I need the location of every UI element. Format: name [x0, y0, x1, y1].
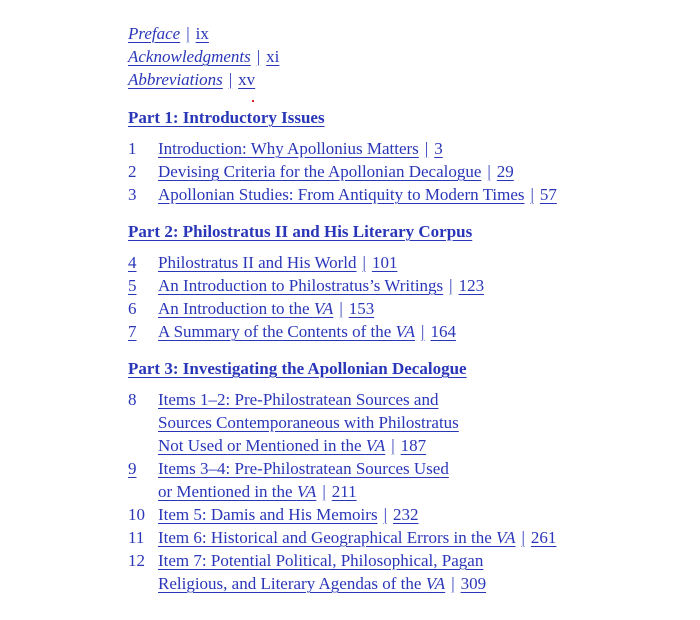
front-matter-item-acknowledgments[interactable] [128, 45, 688, 68]
chapter-number: 9 [128, 459, 137, 478]
chapter-link[interactable] [158, 459, 449, 478]
chapter-link[interactable] [158, 505, 418, 524]
part-3-link[interactable]: Part 3: Investigating the Apollonian Decalogue [128, 359, 467, 378]
chapter-link[interactable] [158, 390, 438, 409]
page-number: 261 [530, 528, 557, 547]
chapter-title-line [158, 526, 688, 549]
chapter-item[interactable] [128, 160, 688, 183]
page-number: 29 [496, 162, 514, 181]
chapter-title-line [158, 480, 688, 503]
page-number: ix [195, 24, 209, 43]
preface-link[interactable] [128, 24, 209, 43]
chapter-link[interactable] [158, 139, 443, 158]
front-matter-title: Acknowledgments [128, 47, 251, 66]
chapter-title-line [158, 572, 688, 595]
page-number: 57 [539, 185, 557, 204]
page-number: 187 [400, 436, 427, 455]
chapter-link[interactable] [158, 413, 459, 432]
chapter-item[interactable] [128, 297, 688, 320]
separator: | [530, 185, 534, 204]
chapter-title-text: Items 1–2: Pre-Philostratean Sources and [158, 390, 439, 409]
chapter-title-line [158, 251, 688, 274]
separator: | [256, 47, 261, 66]
chapter-item[interactable] [128, 549, 688, 595]
chapter-title-line [158, 297, 688, 320]
chapter-item[interactable] [128, 320, 688, 343]
chapter-item[interactable] [128, 503, 688, 526]
separator: | [322, 482, 326, 501]
work-abbreviation: VA [395, 322, 416, 341]
work-abbreviation: VA [496, 528, 516, 547]
front-matter-title: Preface [128, 24, 181, 43]
separator: | [424, 139, 429, 158]
chapter-number: 12 [128, 551, 145, 570]
chapter-title-line [158, 160, 688, 183]
chapter-title-line [158, 320, 688, 343]
chapter-link[interactable] [158, 436, 426, 455]
separator: | [186, 24, 190, 43]
chapter-item[interactable] [128, 457, 688, 503]
part-2-link[interactable]: Part 2: Philostratus II and His Literary Corpus [128, 222, 473, 241]
chapter-title-text: Religious, and Literary Agendas of the [158, 574, 426, 593]
separator: | [391, 436, 395, 455]
separator: | [383, 505, 387, 524]
chapter-body [158, 526, 688, 549]
chapter-number: 8 [128, 390, 137, 409]
chapter-body [158, 183, 688, 206]
page-number: 3 [434, 139, 443, 158]
part-heading-1[interactable] [128, 106, 688, 129]
chapter-item[interactable] [128, 251, 688, 274]
front-matter [128, 22, 688, 91]
chapter-item[interactable] [128, 526, 688, 549]
separator: | [521, 528, 525, 547]
chapter-title-line [158, 411, 688, 434]
page-number: 164 [430, 322, 456, 341]
separator: | [362, 253, 366, 272]
chapter-title-text: Apollonian Studies: From Antiquity to Modern Times [158, 185, 525, 204]
chapter-title-line [158, 434, 688, 457]
chapter-title-text: A Summary of the Contents of the [158, 322, 396, 341]
chapter-title-text: or Mentioned in the [158, 482, 297, 501]
chapter-number: 4 [128, 253, 137, 272]
chapter-title-line [158, 503, 688, 526]
chapter-body [158, 320, 688, 343]
red-mark [252, 100, 254, 102]
part-heading-3[interactable] [128, 357, 688, 380]
separator: | [487, 162, 491, 181]
page-number: 309 [460, 574, 487, 593]
chapter-title-text: An Introduction to Philostratus’s Writings [158, 276, 444, 295]
chapter-body [158, 137, 688, 160]
work-abbreviation: VA [313, 299, 334, 318]
separator: | [228, 70, 233, 89]
chapter-link[interactable] [158, 322, 456, 341]
chapter-body [158, 297, 688, 320]
chapter-title-text: Devising Criteria for the Apollonian Decalogue [158, 162, 482, 181]
separator: | [339, 299, 343, 318]
chapter-number: 7 [128, 322, 137, 341]
chapter-body [158, 503, 688, 526]
work-abbreviation: VA [365, 436, 386, 455]
part-heading-2[interactable] [128, 220, 688, 243]
chapter-number: 3 [128, 185, 137, 204]
table-of-contents [128, 22, 688, 595]
chapter-item[interactable] [128, 183, 688, 206]
part-1-link[interactable]: Part 1: Introductory Issues [128, 108, 325, 127]
front-matter-title: Abbreviations [128, 70, 223, 89]
page-number: 211 [331, 482, 357, 501]
chapter-title-line [158, 274, 688, 297]
chapter-number: 11 [128, 528, 145, 547]
chapter-body [158, 251, 688, 274]
chapter-link[interactable] [158, 482, 357, 501]
chapter-item[interactable] [128, 388, 688, 457]
chapter-number: 10 [128, 505, 145, 524]
chapter-link[interactable] [158, 528, 556, 547]
separator: | [449, 276, 453, 295]
page-number: 101 [371, 253, 398, 272]
chapter-link[interactable] [158, 162, 514, 181]
abbreviations-link[interactable] [128, 70, 255, 89]
chapter-item[interactable] [128, 137, 688, 160]
chapter-title-text: An Introduction to the [158, 299, 314, 318]
chapter-link[interactable] [158, 185, 557, 204]
chapter-title-text: Introduction: Why Apollonius Matters [158, 139, 419, 158]
page-number: 123 [458, 276, 485, 295]
separator: | [421, 322, 425, 341]
page-number: 232 [392, 505, 419, 524]
separator: | [451, 574, 455, 593]
chapter-title-text: Items 3–4: Pre-Philostratean Sources Used [158, 459, 449, 478]
work-abbreviation: VA [296, 482, 317, 501]
acknowledgments-link[interactable] [128, 47, 279, 66]
chapter-body [158, 388, 688, 457]
chapter-link[interactable] [158, 253, 397, 272]
chapter-link[interactable] [158, 574, 486, 593]
chapter-body [158, 549, 688, 595]
chapter-title-text: Not Used or Mentioned in the [158, 436, 366, 455]
chapter-title-line [158, 388, 688, 411]
chapter-body [158, 274, 688, 297]
chapter-number: 2 [128, 162, 137, 181]
part-3-chapters [128, 388, 688, 595]
chapter-title-text: Philostratus II and His World [158, 253, 357, 272]
chapter-item[interactable] [128, 274, 688, 297]
chapter-title-text: Item 7: Potential Political, Philosophical, Pagan [158, 551, 484, 570]
chapter-title-text: Item 5: Damis and His Memoirs [158, 505, 378, 524]
chapter-body [158, 160, 688, 183]
chapter-title-line [158, 137, 688, 160]
chapter-title-line [158, 183, 688, 206]
chapter-link[interactable] [158, 551, 483, 570]
page-number: 153 [348, 299, 375, 318]
chapter-number: 1 [128, 139, 137, 158]
chapter-link[interactable] [158, 299, 374, 318]
work-abbreviation: VA [425, 574, 446, 593]
front-matter-item-preface[interactable] [128, 22, 688, 45]
part-2-chapters [128, 251, 688, 343]
chapter-title-line [158, 549, 688, 572]
chapter-number: 5 [128, 276, 137, 295]
chapter-title-line [158, 457, 688, 480]
page-number: xv [238, 70, 256, 89]
chapter-title-text: Sources Contemporaneous with Philostratus [158, 413, 459, 432]
front-matter-item-abbreviations[interactable] [128, 68, 688, 91]
chapter-link[interactable] [158, 276, 484, 295]
page-number: xi [266, 47, 280, 66]
chapter-title-text: Item 6: Historical and Geographical Errors in the [158, 528, 496, 547]
part-1-chapters [128, 137, 688, 206]
chapter-number: 6 [128, 299, 137, 318]
chapter-body [158, 457, 688, 503]
